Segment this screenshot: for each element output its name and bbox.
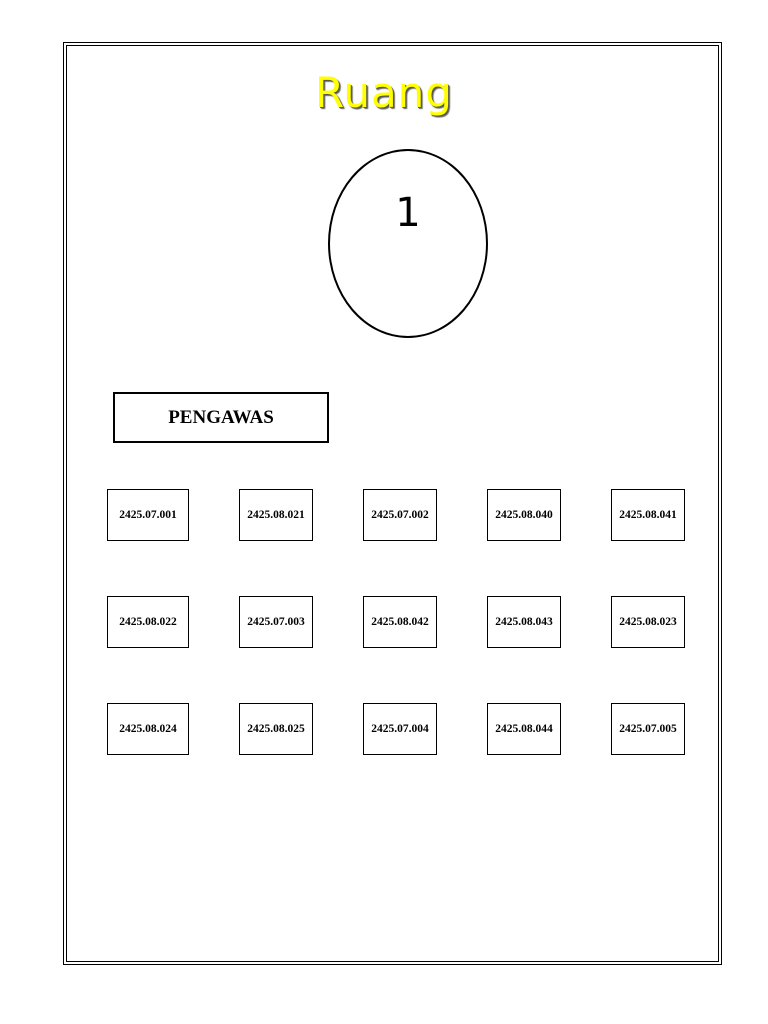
seat-card: 2425.08.043 bbox=[487, 596, 561, 648]
supervisor-box: PENGAWAS bbox=[113, 392, 329, 443]
seat-card: 2425.08.040 bbox=[487, 489, 561, 541]
seat-card: 2425.08.023 bbox=[611, 596, 685, 648]
seat-card: 2425.07.003 bbox=[239, 596, 313, 648]
seat-card: 2425.08.041 bbox=[611, 489, 685, 541]
seat-card: 2425.08.021 bbox=[239, 489, 313, 541]
seat-card: 2425.07.001 bbox=[107, 489, 189, 541]
seat-card: 2425.07.004 bbox=[363, 703, 437, 755]
seat-card: 2425.07.002 bbox=[363, 489, 437, 541]
room-number: 1 bbox=[395, 190, 421, 236]
seat-card: 2425.08.025 bbox=[239, 703, 313, 755]
page-title: Ruang bbox=[315, 68, 453, 117]
seat-card: 2425.08.044 bbox=[487, 703, 561, 755]
seat-card: 2425.07.005 bbox=[611, 703, 685, 755]
room-number-oval bbox=[328, 149, 488, 338]
seat-card: 2425.08.024 bbox=[107, 703, 189, 755]
seat-card: 2425.08.022 bbox=[107, 596, 189, 648]
seat-card: 2425.08.042 bbox=[363, 596, 437, 648]
